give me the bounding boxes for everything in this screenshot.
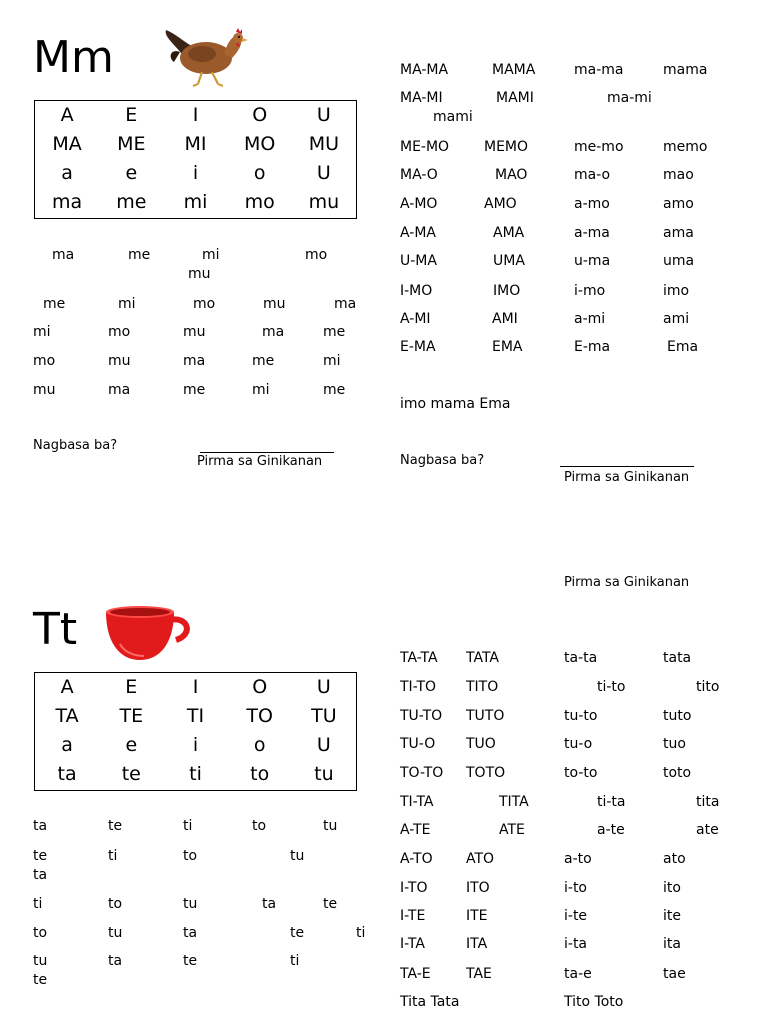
- practice-syllable: mu: [188, 266, 211, 282]
- word-item: tuto: [663, 708, 692, 724]
- syllable-cell: TA: [55, 705, 79, 727]
- word-item: a-to: [564, 851, 592, 867]
- word-item: TITO: [466, 679, 499, 695]
- syllable-cell: TU: [311, 705, 337, 727]
- practice-syllable: ma: [52, 247, 75, 263]
- syllable-cell: mi: [183, 191, 208, 213]
- word-item: a-ma: [574, 225, 610, 241]
- word-item: IMO: [493, 283, 521, 299]
- syllable-cell: U: [316, 104, 331, 126]
- word-item: ato: [663, 851, 686, 867]
- sentence-m: imo mama Ema: [400, 396, 511, 412]
- syllable-cell: E: [125, 676, 138, 698]
- practice-syllable: mi: [252, 382, 270, 398]
- word-item: ami: [663, 311, 690, 327]
- word-item: TO-TO: [400, 765, 444, 781]
- word-item: ma-mi: [607, 90, 652, 106]
- word-item: tata: [663, 650, 692, 666]
- word-item: U-MA: [400, 253, 437, 269]
- word-item: a-mi: [574, 311, 606, 327]
- signature-label-extra: Pirma sa Ginikanan: [564, 575, 690, 590]
- syllable-cell: o: [253, 162, 266, 184]
- word-item: TI-TA: [400, 794, 434, 810]
- word-item: A-TE: [400, 822, 431, 838]
- syllable-cell: te: [121, 763, 141, 785]
- word-item: MA-MA: [400, 62, 449, 78]
- word-item: MA-MI: [400, 90, 443, 106]
- word-item: u-ma: [574, 253, 611, 269]
- practice-syllable: mu: [108, 353, 131, 369]
- word-item: AMA: [493, 225, 525, 241]
- word-item: ti-to: [597, 679, 626, 695]
- word-item: a-te: [597, 822, 625, 838]
- word-item: i-te: [564, 908, 588, 924]
- practice-syllable: to: [183, 848, 198, 864]
- word-item: MAO: [495, 167, 528, 183]
- word-item: toto: [663, 765, 692, 781]
- word-item: A-TO: [400, 851, 433, 867]
- word-item: TU-O: [400, 736, 436, 752]
- syllable-cell: e: [125, 734, 138, 756]
- word-item: MAMA: [492, 62, 536, 78]
- practice-syllable: ta: [108, 953, 123, 969]
- word-item: i-to: [564, 880, 587, 896]
- syllable-cell: MU: [308, 133, 340, 155]
- word-item: MEMO: [484, 139, 529, 155]
- practice-syllable: ti: [108, 848, 118, 864]
- practice-syllable: me: [128, 247, 151, 263]
- word-item: imo: [663, 283, 690, 299]
- syllable-cell: U: [316, 734, 331, 756]
- word-item: tuo: [663, 736, 686, 752]
- word-item: tu-to: [564, 708, 598, 724]
- word-item: I-TA: [400, 936, 425, 952]
- word-item: TATA: [466, 650, 499, 666]
- word-item: I-MO: [400, 283, 433, 299]
- syllable-cell: to: [250, 763, 270, 785]
- word-item: TU-TO: [400, 708, 443, 724]
- signature-line-m-right: [560, 466, 694, 467]
- practice-syllable: te: [290, 925, 305, 941]
- word-item: Tita Tata: [400, 994, 460, 1010]
- word-item: Ema: [667, 339, 699, 355]
- practice-syllable: mo: [193, 296, 216, 312]
- syllable-cell: i: [192, 734, 199, 756]
- practice-syllable: tu: [108, 925, 123, 941]
- word-item: ITE: [466, 908, 488, 924]
- practice-syllable: ma: [108, 382, 131, 398]
- word-item: AMO: [484, 196, 517, 212]
- practice-syllable: ta: [262, 896, 277, 912]
- red-cup-icon: [104, 604, 192, 664]
- practice-syllable: te: [33, 848, 48, 864]
- word-item: TITA: [499, 794, 529, 810]
- syllable-cell: I: [192, 104, 199, 126]
- practice-syllable: ti: [290, 953, 300, 969]
- syllable-cell: ta: [57, 763, 77, 785]
- practice-syllable: te: [33, 972, 48, 988]
- syllable-cell: TO: [246, 705, 273, 727]
- word-item: ma-o: [574, 167, 611, 183]
- syllable-cell: a: [61, 734, 73, 756]
- word-item: TOTO: [466, 765, 506, 781]
- practice-syllable: mo: [108, 324, 131, 340]
- practice-syllable: te: [183, 953, 198, 969]
- word-item: A-MI: [400, 311, 431, 327]
- word-item: I-TO: [400, 880, 428, 896]
- signature-line-m-left: [200, 452, 334, 453]
- word-item: a-mo: [574, 196, 610, 212]
- question-m-left: Nagbasa ba?: [33, 438, 118, 453]
- word-item: A-MA: [400, 225, 436, 241]
- practice-syllable: ma: [183, 353, 206, 369]
- word-item: TA-TA: [400, 650, 438, 666]
- word-item: mao: [663, 167, 694, 183]
- word-item: uma: [663, 253, 695, 269]
- syllable-cell: E: [125, 104, 138, 126]
- word-item: TAE: [466, 966, 492, 982]
- word-item: ta-e: [564, 966, 592, 982]
- syllable-cell: O: [252, 676, 268, 698]
- syllable-cell: ME: [117, 133, 146, 155]
- practice-syllable: to: [33, 925, 48, 941]
- practice-syllable: mu: [263, 296, 286, 312]
- word-item: ATE: [499, 822, 525, 838]
- letter-title-m: Mm: [33, 32, 114, 83]
- word-item: UMA: [493, 253, 525, 269]
- word-item: ate: [696, 822, 719, 838]
- word-item: i-ta: [564, 936, 588, 952]
- syllable-cell: U: [316, 676, 331, 698]
- syllable-cell: A: [60, 676, 74, 698]
- syllable-cell: U: [316, 162, 331, 184]
- practice-syllable: ta: [183, 925, 198, 941]
- practice-syllable: mo: [33, 353, 56, 369]
- word-item: Tito Toto: [564, 994, 624, 1010]
- word-item: I-TE: [400, 908, 426, 924]
- syllable-table-t: [34, 672, 357, 791]
- syllable-cell: I: [192, 676, 199, 698]
- practice-syllable: tu: [33, 953, 48, 969]
- practice-syllable: tu: [290, 848, 305, 864]
- word-item: TI-TO: [400, 679, 437, 695]
- word-item: amo: [663, 196, 694, 212]
- word-item: AMI: [492, 311, 518, 327]
- word-item: E-ma: [574, 339, 611, 355]
- word-item: tita: [696, 794, 720, 810]
- word-item: A-MO: [400, 196, 438, 212]
- word-item: E-MA: [400, 339, 436, 355]
- syllable-cell: me: [116, 191, 147, 213]
- word-item: MA-O: [400, 167, 438, 183]
- practice-syllable: mi: [118, 296, 136, 312]
- word-item: tito: [696, 679, 720, 695]
- syllable-cell: ma: [52, 191, 83, 213]
- word-item: mama: [663, 62, 708, 78]
- word-item: ME-MO: [400, 139, 450, 155]
- practice-syllable: ma: [262, 324, 285, 340]
- practice-syllable: ta: [33, 818, 48, 834]
- practice-syllable: me: [323, 324, 346, 340]
- word-item: MAMI: [496, 90, 534, 106]
- word-item: ito: [663, 880, 681, 896]
- practice-syllable: me: [43, 296, 66, 312]
- syllable-cell: o: [253, 734, 266, 756]
- word-item: TA-E: [400, 966, 431, 982]
- word-item: to-to: [564, 765, 598, 781]
- word-item: ITA: [466, 936, 488, 952]
- word-item: EMA: [492, 339, 523, 355]
- syllable-cell: mo: [244, 191, 275, 213]
- word-item: me-mo: [574, 139, 624, 155]
- practice-syllable: mi: [202, 247, 220, 263]
- practice-syllable: to: [108, 896, 123, 912]
- syllable-cell: ti: [189, 763, 202, 785]
- practice-syllable: te: [323, 896, 338, 912]
- syllable-cell: e: [125, 162, 138, 184]
- word-item: ta-ta: [564, 650, 598, 666]
- syllable-cell: TE: [119, 705, 144, 727]
- practice-syllable: ti: [183, 818, 193, 834]
- practice-syllable: ti: [33, 896, 43, 912]
- question-m-right: Nagbasa ba?: [400, 453, 485, 468]
- syllable-cell: TI: [186, 705, 205, 727]
- practice-syllable: ma: [334, 296, 357, 312]
- syllable-cell: MA: [52, 133, 82, 155]
- word-item: TUO: [466, 736, 496, 752]
- practice-syllable: mi: [323, 353, 341, 369]
- syllable-cell: a: [61, 162, 73, 184]
- syllable-cell: O: [252, 104, 268, 126]
- practice-syllable: mi: [33, 324, 51, 340]
- word-item: ama: [663, 225, 694, 241]
- syllable-cell: A: [60, 104, 74, 126]
- practice-syllable: me: [183, 382, 206, 398]
- practice-syllable: to: [252, 818, 267, 834]
- word-item: ita: [663, 936, 681, 952]
- word-item: mami: [433, 109, 473, 125]
- word-item: ATO: [466, 851, 495, 867]
- practice-syllable: me: [252, 353, 275, 369]
- syllable-cell: MO: [244, 133, 276, 155]
- word-item: ite: [663, 908, 681, 924]
- word-item: ti-ta: [597, 794, 626, 810]
- practice-syllable: te: [108, 818, 123, 834]
- practice-syllable: ta: [33, 867, 48, 883]
- practice-syllable: me: [323, 382, 346, 398]
- word-item: tu-o: [564, 736, 593, 752]
- syllable-cell: mu: [308, 191, 340, 213]
- practice-syllable: mu: [183, 324, 206, 340]
- practice-syllable: tu: [323, 818, 338, 834]
- practice-syllable: tu: [183, 896, 198, 912]
- letter-title-t: Tt: [33, 604, 78, 655]
- hen-icon: [162, 24, 250, 88]
- signature-label-m-right: Pirma sa Ginikanan: [564, 470, 690, 485]
- word-item: i-mo: [574, 283, 606, 299]
- word-item: TUTO: [466, 708, 505, 724]
- syllable-cell: MI: [184, 133, 207, 155]
- word-item: tae: [663, 966, 686, 982]
- signature-label-m-left: Pirma sa Ginikanan: [197, 454, 323, 469]
- word-item: ITO: [466, 880, 490, 896]
- practice-syllable: ti: [356, 925, 366, 941]
- word-item: memo: [663, 139, 708, 155]
- practice-syllable: mo: [305, 247, 328, 263]
- syllable-cell: i: [192, 162, 199, 184]
- word-item: ma-ma: [574, 62, 624, 78]
- syllable-table-m: [34, 100, 357, 219]
- syllable-cell: tu: [314, 763, 334, 785]
- practice-syllable: mu: [33, 382, 56, 398]
